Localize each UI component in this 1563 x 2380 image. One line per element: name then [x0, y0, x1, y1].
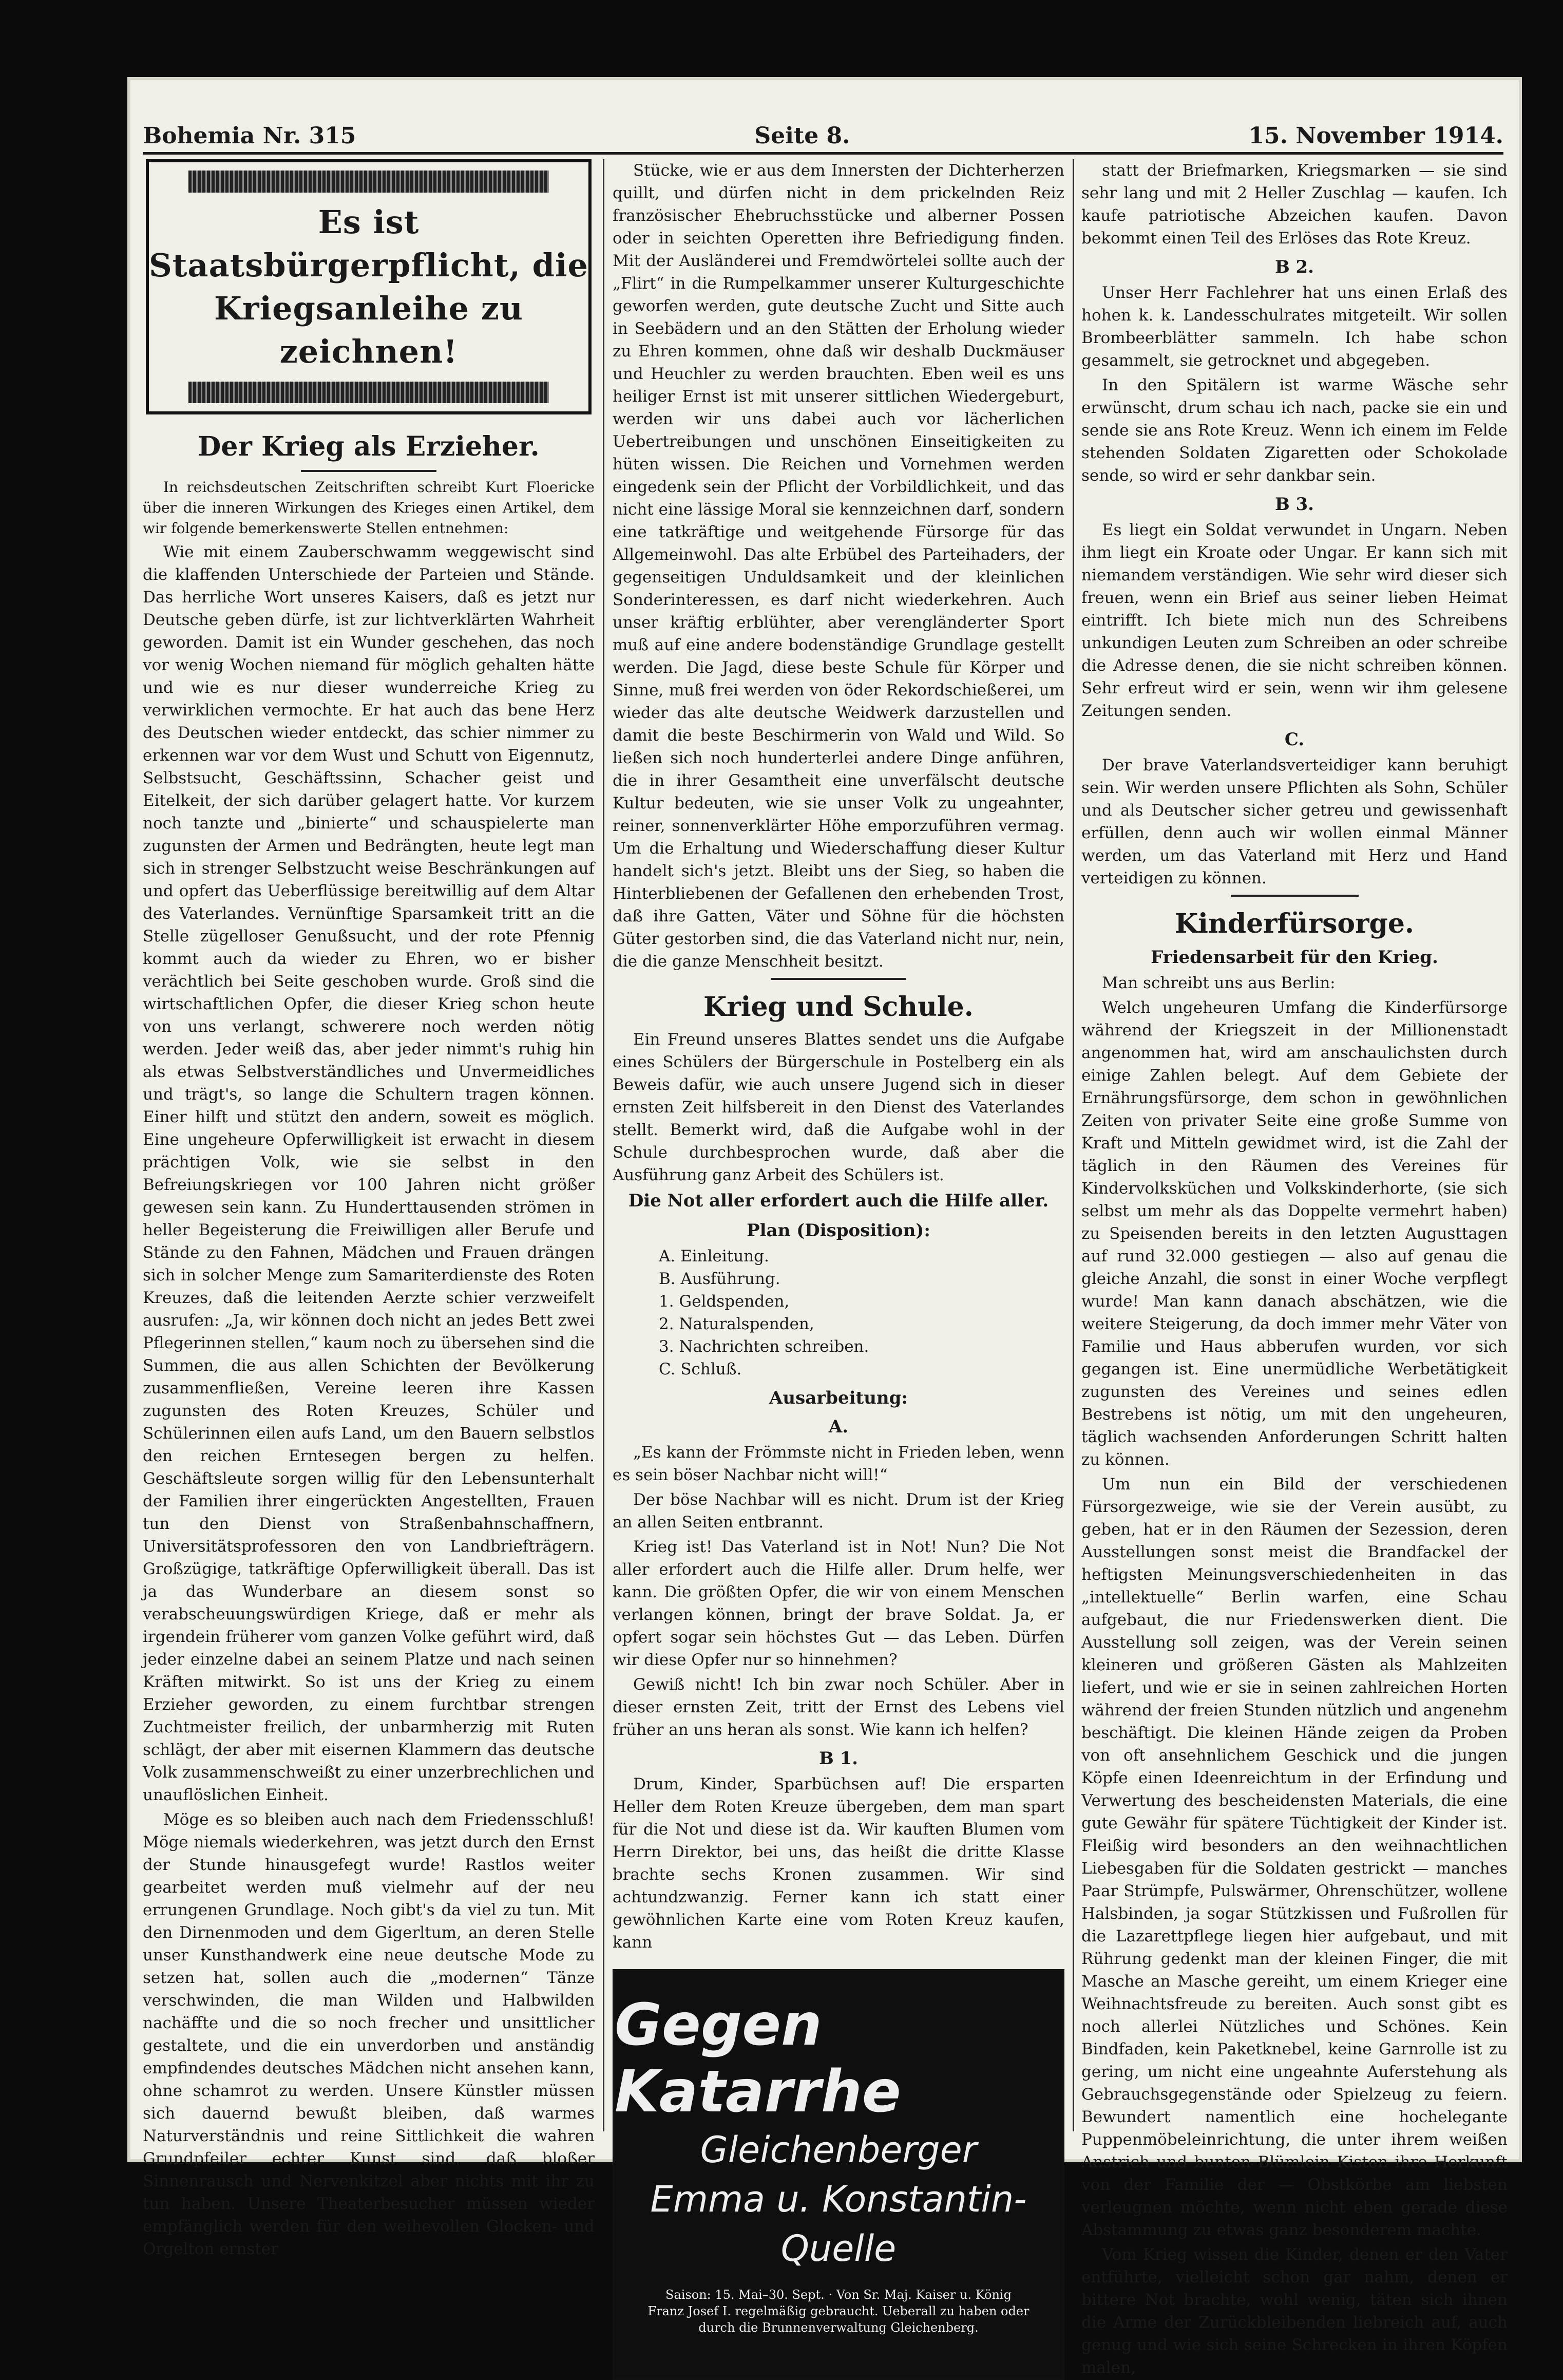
section-b3-heading: B 3.: [1274, 494, 1314, 515]
article-paragraph: Um nun ein Bild der verschiedenen Fürsorgezweige, wie sie der Verein ausübt, zu geben, hat er in den Räumen der Sezession, deren Ausstellungen sonst meist die Brandfackel der heftigsten Meinungsverschiedenheiten in das „intellektuelle“ Berlin warfen, eine Schau aufgebaut, die nur Friedenswerken dient. Die Ausstellung soll zeigen, was der Verein seinen kleineren und größeren Gästen als Mahlzeiten liefert, und wie er sie in seinen zahlreichen Horten während der freien Stunden nützlich und angenehm beschäftigt. Die kleinen Hände zeigen da Proben von oft ansehnlichem Geschick und die jungen Köpfe einen Ideenreichtum in der Erfindung und Verwertung des bescheidensten Materials, die eine gute Gewähr für spätere Tüchtigkeit der Kinder ist. Fleißig wird besonders an den weihnachtlichen Liebesgaben für die Soldaten gestrickt — manches Paar Strümpfe, Pulswärmer, Ohrenschützer, wollene Halsbinden, ja sogar Stützkissen und Fußrollen für die Lazarettpflege liegen hier aufgebaut, und mit Rührung gedenkt man der kleinen Finger, die mit Masche an Masche gereiht, um einem Krieger eine Weihnachtsfreude zu bereiten. Auch sonst gibt es noch allerlei Nützliches und Schönes. Kein Bindfaden, kein Paketknebel, keine Garnrolle ist zu gering, um nicht eine ungeahnte Auferstehung als Gebrauchsgegenstände oder Spielzeug zu feiern. Bewundert namentlich eine hochelegante Puppenmöbeleinrichtung, die unter ihrem weißen Anstrich und bunten Blümlein Kisten ihre Herkunft von der Familie der — Obstkörbe am liebsten verleugnen möchte, wenn nicht eben gerade diese Abstammung zu etwas ganz besonderem machte.: [1081, 1475, 1508, 2239]
essay-paragraph: statt der Briefmarken, Kriegsmarken — sie sind sehr lang und mit 2 Heller Zuschlag — kaufen. Ich kaufe patriotische Abzeichen kaufen. Davon bekommt einen Teil des Erlöses das Rote Kreuz.: [1081, 161, 1508, 248]
article-title: Der Krieg als Erzieher.: [198, 431, 540, 462]
essay-paragraph: Der böse Nachbar will es nicht. Drum ist der Krieg an allen Seiten entbrannt.: [613, 1490, 1064, 1532]
essay-paragraph: In den Spitälern ist warme Wäsche sehr erwünscht, drum schau ich nach, packe sie ein und sende sie ans Rote Kreuz. Wenn ich einem im Felde stehenden Soldaten Zigaretten oder Schokolade sende, so wird er sehr dankbar sein.: [1081, 376, 1508, 485]
article-subtitle: Friedensarbeit für den Krieg.: [1151, 947, 1438, 968]
plan-list: [613, 1245, 1064, 1381]
newspaper-page: [127, 77, 1522, 2377]
article-paragraph: Stücke, wie er aus dem Innersten der Dichterherzen quillt, und dürfen nicht in dem prickelnden Reiz französischer Ehebruchsstücke und alberner Possen oder in seichten Operetten ihre Befriedigung finden. Mit der Ausländerei und Fremdwörtelei sollte auch der „Flirt“ in die Rumpelkammer unserer Kulturgeschichte geworfen werden, gute deutsche Zucht und Sitte auch in Seebädern und an den Stätten der Erholung wieder zu Ehren kommen, ohne daß wir deshalb Duckmäuser und Heuchler zu werden brauchten. Eben weil es uns heiliger Ernst ist mit unserer sittlichen Wiedergeburt, werden wir uns dabei auch vor lächerlichen Uebertreibungen und unschönen Einseitigkeiten zu hüten wissen. Die Reichen und Vornehmen werden eingedenk sein der Pflicht der Vorbildlichkeit, und das nicht eine lässige Moral sie kennzeichnen darf, sondern eine tatkräftige und weitgehende Fürsorge für das Allgemeinwohl. Das alte Erbübel des Parteihaders, der gegenseitigen Unduldsamkeit und der kleinlichen Sonderinteressen, es darf nicht wiederkehren. Auch unser kräftig erblühter, aber verengländerter Sport muß auf eine andere bodenständige Grundlage gestellt werden. Die Jagd, diese beste Schule für Körper und Sinne, muß frei werden von öder Rekordschießerei, um wieder das alte deutsche Weidwerk darzustellen und damit die beste Beschirmerin von Wald und Wild. So ließen sich noch hunderterlei andere Dinge anführen, die in ihrer Gesamtheit eine unverfälscht deutsche Kultur bedeuten, wie sie unser Volk zu ungeahnter, reiner, sonnenverklärter Höhe emporzuführen vermag. Um die Erhaltung und Wiederschaffung dieser Kultur handelt sich's jetzt. Bleibt uns der Sieg, so haben die Hinterbliebenen der Gefallenen den erhebenden Trost, daß ihre Gatten, Väter und Söhne für die höchsten Güter gestorben sind, die das Vaterland nicht nur, nein, die die ganze Menschheit besitzt.: [613, 161, 1064, 971]
column-1: [143, 159, 595, 2258]
ad-spring-name: Emma u. Konstantin-: [650, 2178, 1027, 2220]
war-loan-slogan: Es ist Staatsbürgerpflicht, die Kriegsanleihe zu zeichnen!: [149, 203, 588, 370]
article-paragraph: Welch ungeheuren Umfang die Kinderfürsorge während der Kriegszeit in der Millionenstadt angenommen hat, wird am anschaulichsten durch einige Zahlen belegt. Auf dem Gebiete der Ernährungsfürsorge, dem schon in gewöhnlichen Zeiten von privater Seite eine große Summe von Kraft und Mitteln gewidmet wird, ist die Zahl der täglich in den Räumen des Vereines für Kindervolksküchen und Volkskinderhorte, (sie sich selbst um mehr als das Doppelte vermehrt haben) zu Speisenden bereits in den letzten Augusttagen auf rund 32.000 gestiegen — also auf genau die gleiche Anzahl, die sonst in einer Woche verpflegt wurde! Man kann danach abschätzen, wie die weitere Steigerung, da doch immer mehr Väter von Familie und Haus abberufen wurden, vor sich gegangen ist. Eine unermüdliche Werbetätigkeit zugunsten des Vereines und seines edlen Bestrebens ist nötig, um mit den ungeheuren, täglich wachsenden Anforderungen Schritt halten zu können.: [1081, 998, 1508, 1469]
hatched-bar: [188, 382, 549, 404]
plan-item: A. Einleitung.: [659, 1247, 769, 1265]
article-title: Kinderfürsorge.: [1174, 908, 1415, 939]
essay-paragraph: Unser Herr Fachlehrer hat uns einen Erlaß des hohen k. k. Landesschulrates mitgeteilt. Wir sollen Brombeerblätter sammeln. Ich habe schon gesammelt, sie getrocknet und abgegeben.: [1081, 284, 1508, 370]
essay-paragraph: Gewiß nicht! Ich bin zwar noch Schüler. Aber in dieser ernsten Zeit, tritt der Ernst des Lebens viel früher an uns heran als sonst. Wie kann ich helfen?: [613, 1675, 1064, 1739]
section-a-heading: A.: [828, 1416, 849, 1437]
title-rule: [301, 470, 436, 472]
war-loan-notice: [146, 159, 592, 414]
ad-spring-quelle: Quelle: [780, 2227, 897, 2270]
section-rule: [771, 978, 906, 980]
essay-paragraph: Der brave Vaterlandsverteidiger kann beruhigt sein. Wir werden unsere Pflichten als Sohn, Schüler und als Deutscher sicher getreu und gewissenhaft erfüllen, denn auch wir wollen einmal Männer werden, um das Vaterland mit Herz und Hand verteidigen zu können.: [1081, 756, 1508, 887]
essay-paragraph: Drum, Kinder, Sparbüchsen auf! Die ersparten Heller dem Roten Kreuze übergeben, dem man spart für die Not und diese ist da. Wir kauften Blumen vom Herrn Direktor, bei uns, das heißt die dritte Klasse brachte sechs Kronen zusammen. Wir sind achtundzwanzig. Ferner kann ich statt einer gewöhnlichen Karte eine vom Roten Kreuz kaufen, kann: [613, 1775, 1064, 1952]
article-paragraph: Vom Krieg wissen die Kinder, denen er den Vater entführte, vielleicht schon gar nahm, denen er bittere Not brachte, wohl wenig, täten sich ihnen die Arme der Zurückbleibenden liebreich auf, auch genug und wie sich seine Schrecken in ihren Köpfen malen,: [1081, 2245, 1508, 2377]
article-lead: Man schreibt uns aus Berlin:: [1102, 974, 1336, 992]
essay-paragraph: Es liegt ein Soldat verwundet in Ungarn. Neben ihm liegt ein Kroate oder Ungar. Er kann sich mit niemandem verständigen. Wie sehr wird dieser sich freuen, wenn ein Brief aus seiner lieben Heimat eintrifft. Ich biete mich nun des Schreibens unkundigen Leuten zum Schreiben an oder schreibe die Adresse denen, die sie nicht schreiben können. Sehr erfreut wird er sein, wenn wir ihm gelesene Zeitungen senden.: [1081, 521, 1508, 720]
page-header: [143, 113, 1503, 155]
column-3: [1081, 159, 1508, 2377]
hatched-bar: [188, 171, 549, 193]
issue-date: 15. November 1914.: [1248, 123, 1503, 149]
ad-headline: Gegen Katarrhe: [615, 1992, 901, 2125]
plan-item: C. Schluß.: [659, 1360, 742, 1378]
mineral-water-advertisement: [613, 1969, 1064, 2380]
plan-item: 2. Naturalspenden,: [659, 1315, 814, 1333]
essay-paragraph: Krieg ist! Das Vaterland ist in Not! Nun? Die Not aller erfordert auch die Hilfe aller. Drum helfe, wer kann. Die größten Opfer, die wir von einem Menschen verlangen können, bringt der brave Soldat. Ja, er opfert sogar sein höchstes Gut — das Leben. Dürfen wir diese Opfer nur so hinnehmen?: [613, 1538, 1064, 1669]
issue-label: Bohemia Nr. 315: [143, 123, 356, 149]
column-2: [613, 159, 1064, 2335]
section-b1-heading: B 1.: [818, 1748, 859, 1769]
article-paragraph: Möge es so bleiben auch nach dem Friedensschluß! Möge niemals wiederkehren, was jetzt durch den Ernst der Stunde hinausgefegt wurde! Rastlos weiter gearbeitet werden muß vielmehr auf der neu errungenen Grundlage. Noch gibt's da viel zu tun. Mit den Dirnenmoden und dem Gigerltum, an deren Stelle unser Kunsthandwerk eine neue deutsche Mode zu setzen hat, sollen auch die „modernen“ Tänze verschwinden, die man Wilden und Halbwilden nachäffte und die so noch frecher und unsittlicher gestaltete, und die ein unverdorben und anständig empfindendes deutsches Mädchen nicht ansehen kann, ohne schamrot zu werden. Unsere Künstler müssen sich dauernd bewußt bleiben, daß warmes Naturverständnis und reine Sittlichkeit die wahren Grundpfeiler echter Kunst sind, daß bloßer Sinnenrausch und Nervenkitzel aber nichts mit ihr zu tun haben. Unsere Theaterbesucher müssen wieder empfänglich werden für den weihevollen Glocken- und Orgelton ernster: [143, 1810, 595, 2258]
article-intro: Ein Freund unseres Blattes sendet uns die Aufgabe eines Schülers der Bürgerschule in Postelberg ein als Beweis dafür, wie auch unsere Jugend sich in dieser ernsten Zeit hilfsbereit in den Dienst des Vaterlandes stellt. Bemerkt wird, daß die Aufgabe wohl in der Schule durchbesprochen wurde, daß aber die Ausführung ganz Arbeit des Schülers ist.: [613, 1030, 1064, 1184]
column-rule: [603, 159, 604, 2131]
essay-quote: „Es kann der Frömmste nicht in Frieden leben, wenn es sein böser Nachbar nicht will!“: [613, 1443, 1064, 1484]
essay-title: Die Not aller erfordert auch die Hilfe aller.: [628, 1191, 1049, 1211]
article-paragraph: Wie mit einem Zauberschwamm weggewischt sind die klaffenden Unterschiede der Parteien und Stände. Das herrliche Wort unseres Kaisers, daß es jetzt nur Deutsche geben dürfe, ist zur lichtverklärten Wahrheit geworden. Damit ist ein Wunder geschehen, das noch vor wenig Wochen niemand für möglich gehalten hätte und wie es nur dieser wunderreiche Krieg zu verwirklichen vermochte. Er hat auch das bene Herz des Deutschen wieder entdeckt, das schier nimmer zu erkennen war vor dem Wust und Schutt von Eigennutz, Selbstsucht, Geschäftssinn, Schacher geist und Eitelkeit, der sich darüber gelagert hatte. Vor kurzem noch tanzte und „binierte“ und schauspielerte man zugunsten der Armen und Bedrängten, heute legt man sich in strenger Selbstzucht weise Beschränkungen auf und opfert das Ueberflüssige bereitwillig auf dem Altar des Vaterlandes. Vernünftige Sparsamkeit tritt an die Stelle zügelloser Genußsucht, und der rote Pfennig kommt auch da wieder zu Ehren, wo er bisher verächtlich bei Seite geschoben wurde. Groß sind die wirtschaftlichen Opfer, die dieser Krieg schon heute von uns verlangt, schwerere noch werden nötig werden. Jeder weiß das, aber jeder nimmt's ruhig hin als etwas Selbstverständliches und Unvermeidliches und trägt's, so lange die Schultern tragen können. Einer hilft und stützt den andern, soweit es möglich. Eine ungeheure Opferwilligkeit ist erwacht in diesem prächtigen Volk, wie sie selbst in den Befreiungskriegen vor 100 Jahren nicht größer gewesen sein kann. Zu Hunderttausenden strömen in heller Begeisterung die Freiwilligen aller Berufe und Stände zu den Fahnen, Mädchen und Frauen drängen sich in solcher Menge zum Samariterdienste des Roten Kreuzes, daß die leitenden Aerzte schier verzweifelt ausrufen: „Ja, wir können doch nicht an jedes Bett zwei Pflegerinnen stellen,“ kaum noch zu übersehen sind die Summen, die aus allen Schichten der Bevölkerung zusammenfließen, Vereine leeren ihre Kassen zugunsten des Roten Kreuzes, Schüler und Schülerinnen eilen aufs Land, um den Bauern selbstlos den reichen Erntesegen bergen zu helfen. Geschäftsleute sorgen willig für den Lebensunterhalt der Familien ihrer eingerückten Angestellten, Frauen tun den Dienst von Straßenbahnschaffnern, Universitätsprofessoren den von Landbriefträgern. Großzügige, tatkräftige Opferwilligkeit überall. Das ist ja das Wunderbare an diesem sonst so verabscheuungswürdigen Kriege, daß er mehr als irgendein früherer vom ganzen Volke geführt wird, daß jeder einzelne dabei an seinem Platze und nach seinen Kräften mitwirkt. So ist uns der Krieg zu einem Erzieher geworden, zu einem furchtbar strengen Zuchtmeister freilich, der unbarmherzig mit Ruten schlägt, der aber mit eisernen Klammern das deutsche Volk zusammenschweißt zu einer unzerbrechlichen und unauflöslichen Einheit.: [143, 543, 595, 1804]
ausarbeitung-heading: Ausarbeitung:: [769, 1388, 908, 1408]
article-lead: In reichsdeutschen Zeitschriften schreibt Kurt Floericke über die inneren Wirkungen des Krieges einen Artikel, dem wir folgende bemerkenswerte Stellen entnehmen:: [143, 479, 595, 537]
plan-item: B. Ausführung.: [659, 1270, 780, 1288]
section-rule: [1231, 895, 1359, 897]
ad-fineprint: Saison: 15. Mai–30. Sept. · Von Sr. Maj. Kaiser u. König Franz Josef I. regelmäßig gebraucht. Ueberall zu haben oder durch die Brunnenverwaltung Gleichenberg.: [647, 2288, 1030, 2335]
section-c-heading: C.: [1284, 729, 1305, 750]
article-title: Krieg und Schule.: [703, 991, 974, 1023]
plan-item: 3. Nachrichten schreiben.: [659, 1337, 869, 1356]
section-b2-heading: B 2.: [1274, 257, 1314, 277]
plan-item: 1. Geldspenden,: [659, 1292, 790, 1311]
ad-brand: Gleichenberger: [700, 2129, 977, 2171]
page-number: Seite 8.: [754, 123, 850, 149]
plan-heading: Plan (Disposition):: [747, 1220, 930, 1241]
column-rule: [1073, 159, 1074, 2131]
